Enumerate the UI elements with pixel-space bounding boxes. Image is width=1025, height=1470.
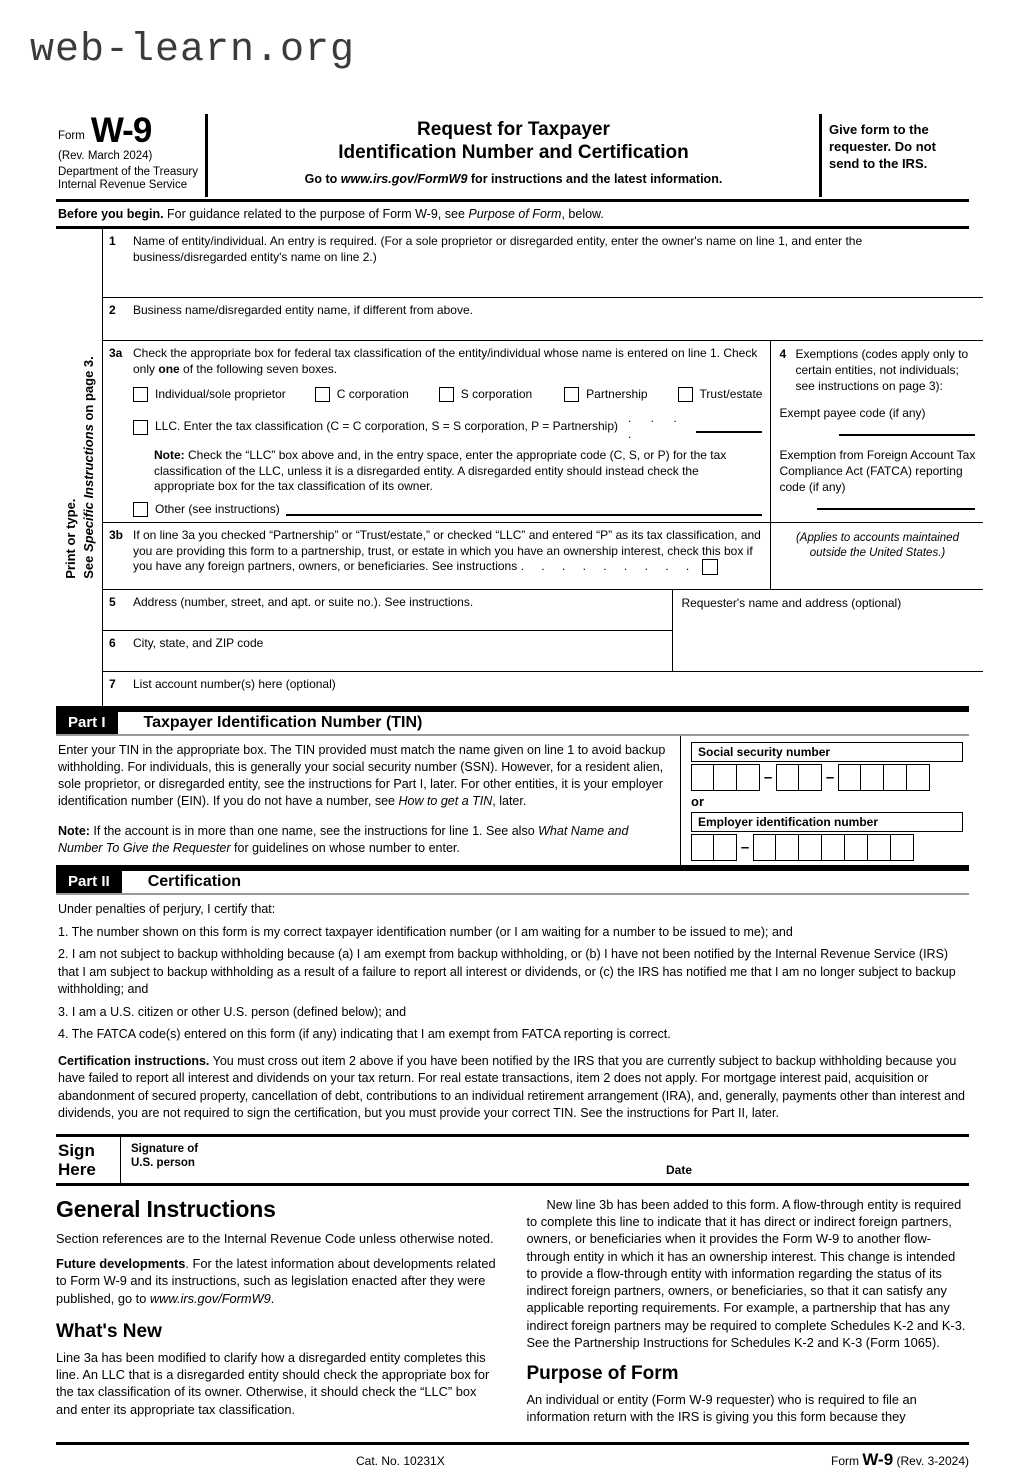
line-3b-row xyxy=(103,522,983,589)
whats-new-paragraph-2: New line 3b has been added to this form. A flow-through entity is required to complete this line to indicate that it has direct or indirect foreign partners, owners, or beneficiaries when it provides the Form W-9 to another flow-through entity in which it has an ownership interest. This change is intended to provide a flow-through entity with information regarding the status of its indirect foreign partners, owners, or beneficiaries, so that it can satisfy any applicable reporting requirements. For example, a partnership that has any indirect foreign partners may be required to complete Schedules K-2 and K-3. See the Partnership Instructions for Schedules K-2 and K-3 (Form 1065). xyxy=(526,1196,966,1350)
form-number: W-9 xyxy=(90,111,152,150)
give-form-line-3: send to the IRS. xyxy=(829,155,928,171)
give-form-line-2: requester. Do not xyxy=(829,138,936,154)
ein-cell[interactable] xyxy=(714,834,737,861)
line-3a-text-b: of the following seven boxes. xyxy=(179,361,338,376)
ein-cell[interactable] xyxy=(845,834,868,861)
sign-here-label xyxy=(56,1137,121,1183)
form-title-line-2: Identification Number and Certification xyxy=(338,142,689,164)
signature-fields[interactable] xyxy=(121,1137,969,1183)
footer-form-reference xyxy=(831,1450,969,1470)
part-1-paragraph-1 xyxy=(58,742,670,811)
or-separator: or xyxy=(691,793,704,809)
form-revision-date: (Rev. March 2024) xyxy=(58,149,153,162)
sidebar-page-suffix: on page 3. xyxy=(80,356,96,424)
footer-revision: (Rev. 3-2024) xyxy=(896,1453,969,1468)
ein-group-1[interactable] xyxy=(691,834,737,861)
line-3a-and-box-4 xyxy=(103,341,983,522)
sidebar-specific-instructions-italic: Specific Instructions xyxy=(80,423,96,552)
future-developments-label: Future developments xyxy=(56,1256,186,1271)
other-label: Other (see instructions) xyxy=(155,501,280,516)
footer-form-word: Form xyxy=(831,1453,859,1468)
sign-here-line-1: Sign xyxy=(58,1140,95,1160)
checkbox-foreign-partners[interactable] xyxy=(702,559,718,575)
checkbox-icon[interactable] xyxy=(439,387,454,402)
line-1-label: Name of entity/individual. An entry is required. (For a sole proprietor or disregarded entity, enter the owner's name on line 1, and enter the business/disregarded entity's name on line 2.) xyxy=(133,233,863,264)
form-word-label: Form xyxy=(58,130,85,143)
checkbox-other-row[interactable] xyxy=(133,502,762,518)
line-2-number: 2 xyxy=(109,302,116,317)
sidebar-print-or-type: Print or type. xyxy=(62,498,78,579)
sign-here-line-2: Here xyxy=(58,1159,96,1179)
site-watermark: web-learn.org xyxy=(30,28,356,73)
field-line-7[interactable] xyxy=(103,671,983,706)
sidebar-vertical-text xyxy=(63,356,96,579)
checkbox-label: Individual/sole proprietor xyxy=(155,386,286,401)
give-form-line-1: Give form to the xyxy=(829,122,929,137)
line-3b-text: If on line 3a you checked “Partnership” or “Trust/estate,” or checked “LLC” and entered “P” as its tax classification, and you are providing this form to a partnership, trust, or estate in which you have an ownership interest, check this box if you have any foreign partners, owners, or beneficiaries. See instructions xyxy=(133,527,761,574)
irs-url[interactable]: www.irs.gov/FormW9 xyxy=(340,172,468,187)
before-you-begin-note xyxy=(56,202,969,229)
part-1-note xyxy=(58,823,670,858)
certification-instructions-text: You must cross out item 2 above if you have been notified by the IRS that you are currently subject to backup withholding because you have failed to report all interest and dividends on your tax return. For real estate transactions, item 2 does not apply. For mortgage interest paid, acquisition or abandonment of secured property, cancellation of debt, contributions to an individual retirement arrangement (IRA), and, generally, payments other than interest and dividends, you are not required to sign the certification, but you must provide your correct TIN. See the instructions for Part II, later. xyxy=(58,1053,966,1121)
line-6-label: City, state, and ZIP code xyxy=(133,635,264,650)
instructions-left-column xyxy=(56,1196,499,1434)
how-to-get-a-tin-ref: How to get a TIN xyxy=(398,794,493,809)
certification-item-1: 1. The number shown on this form is my correct taxpayer identification number (or I am waiting for a number to be issued to me); and xyxy=(58,924,793,939)
ein-cell[interactable] xyxy=(868,834,891,861)
ssn-dash-2: – xyxy=(825,768,835,786)
purpose-of-form-heading: Purpose of Form xyxy=(526,1363,679,1385)
before-you-begin-tail: , below. xyxy=(561,206,604,221)
line-3a-column xyxy=(103,341,771,522)
field-line-2[interactable] xyxy=(103,298,983,341)
general-instructions-heading: General Instructions xyxy=(56,1195,276,1222)
part-1-note-b: for guidelines on whose number to enter. xyxy=(230,840,460,855)
checkbox-individual-sole-proprietor[interactable] xyxy=(133,387,286,403)
sidebar-specific-instructions xyxy=(81,356,96,579)
checkbox-partnership[interactable] xyxy=(564,387,647,403)
future-developments-url[interactable]: www.irs.gov/FormW9 xyxy=(149,1290,271,1306)
ein-input-row[interactable] xyxy=(691,834,963,861)
instructions-section xyxy=(56,1186,969,1434)
whats-new-paragraph-1: Line 3a has been modified to clarify how a disregarded entity completes this line. An LLC that is a disregarded entity should check the appropriate box for the tax classification of its owner. Otherwise, it should check the “LLC” box and enter its appropriate tax classification. xyxy=(56,1349,490,1417)
checkbox-icon[interactable] xyxy=(133,502,148,517)
ssn-cell[interactable] xyxy=(861,764,884,791)
signature-label-line-1: Signature of xyxy=(131,1142,199,1155)
checkbox-icon[interactable] xyxy=(678,387,693,402)
issuing-agency xyxy=(58,166,208,193)
box-4-exemptions xyxy=(771,341,983,522)
llc-label: LLC. Enter the tax classification (C = C corporation, S = S corporation, P = Partnership) xyxy=(155,419,619,434)
part-1-instructions xyxy=(56,736,681,866)
line-3a-bold-one: one xyxy=(158,361,180,376)
ssn-dash-1: – xyxy=(763,768,773,786)
field-line-3a xyxy=(103,341,770,522)
ein-label: Employer identification number xyxy=(691,812,963,832)
catalog-number: Cat. No. 10231X xyxy=(356,1453,445,1468)
ssn-cell[interactable] xyxy=(737,764,760,791)
goto-suffix: for instructions and the latest information. xyxy=(467,172,723,187)
certification-intro: Under penalties of perjury, I certify that: xyxy=(58,902,276,917)
checkbox-icon[interactable] xyxy=(133,387,148,402)
future-developments-text-b: . xyxy=(270,1290,275,1306)
line-7-label: List account number(s) here (optional) xyxy=(133,676,336,691)
tax-classification-checkbox-row xyxy=(133,387,762,403)
checkbox-icon[interactable] xyxy=(315,387,330,402)
fatca-code-field[interactable] xyxy=(779,448,975,509)
ein-group-2[interactable] xyxy=(753,834,914,861)
ssn-cell[interactable] xyxy=(691,764,714,791)
ssn-label: Social security number xyxy=(691,742,963,762)
what-name-number-ref: What Name and Number To Give the Requester xyxy=(58,823,629,855)
field-line-6[interactable] xyxy=(103,631,672,671)
part-2-header-bar xyxy=(56,868,969,895)
llc-note xyxy=(154,448,762,495)
ssn-cell[interactable] xyxy=(907,764,930,791)
requester-label: Requester's name and address (optional) xyxy=(681,595,902,610)
line-3a-number: 3a xyxy=(109,345,123,360)
checkbox-llc-row[interactable] xyxy=(133,411,762,443)
part-1-header-bar xyxy=(56,709,969,736)
ein-cell[interactable] xyxy=(776,834,799,861)
part-2-title: Certification xyxy=(147,873,242,891)
box-4-title: Exemptions (codes apply only to certain entities, not individuals; see instructions on page 3): xyxy=(795,346,969,393)
form-footer xyxy=(56,1445,969,1470)
ssn-group-1[interactable] xyxy=(691,764,760,791)
checkbox-label: Trust/estate xyxy=(699,386,763,401)
field-line-1[interactable] xyxy=(103,229,983,298)
checkbox-label: C corporation xyxy=(336,386,409,401)
ein-dash: – xyxy=(740,838,750,856)
line-5-label: Address (number, street, and apt. or suite no.). See instructions. xyxy=(133,594,474,609)
address-and-requester-block xyxy=(103,589,983,671)
part-1-note-label: Note: xyxy=(58,823,90,838)
irs-website-instruction xyxy=(214,172,813,186)
line-3b-number: 3b xyxy=(109,527,124,542)
ssn-cell[interactable] xyxy=(884,764,907,791)
purpose-of-form-ref: Purpose of Form xyxy=(468,206,562,221)
checkbox-label: Partnership xyxy=(586,386,648,401)
checkbox-c-corporation[interactable] xyxy=(315,387,409,403)
checkbox-trust-estate[interactable] xyxy=(678,387,763,403)
signature-label-line-2: U.S. person xyxy=(131,1157,195,1170)
exempt-payee-code-input[interactable] xyxy=(839,424,975,436)
other-text-input[interactable] xyxy=(286,503,763,516)
certification-item-3: 3. I am a U.S. citizen or other U.S. person (defined below); and xyxy=(58,1004,407,1019)
exempt-payee-code-label: Exempt payee code (if any) xyxy=(779,406,926,421)
ssn-cell[interactable] xyxy=(838,764,861,791)
form-title-line-1: Request for Taxpayer xyxy=(417,119,610,140)
llc-dot-leaders: . . . . xyxy=(628,411,685,442)
dept-line-2: Internal Revenue Service xyxy=(58,179,188,192)
fatca-code-input[interactable] xyxy=(817,498,975,510)
line-6-number: 6 xyxy=(109,635,116,650)
line-2-label: Business name/disregarded entity name, if different from above. xyxy=(133,302,473,317)
fatca-code-label: Exemption from Foreign Account Tax Compliance Act (FATCA) reporting code (if any) xyxy=(779,448,976,494)
future-developments-paragraph xyxy=(56,1255,499,1307)
checkbox-label: S corporation xyxy=(460,386,533,401)
form-body xyxy=(56,229,976,709)
before-you-begin-label: Before you begin. xyxy=(58,206,164,221)
llc-note-label: Note: xyxy=(154,448,185,463)
applies-line-2: outside the United States.) xyxy=(809,546,946,559)
line-3a-text-a: Check the appropriate box for federal tax classification of the entity/individual whose name is entered on line 1. Check only xyxy=(133,345,758,376)
ssn-cell[interactable] xyxy=(776,764,799,791)
part-1-para-a: Enter your TIN in the appropriate box. The TIN provided must match the name given on line 1 to avoid backup withholding. For individuals, this is generally your social security number (SSN). However, for a resident alien, sole proprietor, or disregarded entity, see the instructions for Part I, later. For other entities, it is your employer identification number (EIN). If you do not have a number, see xyxy=(58,742,666,809)
box-4-applies-note xyxy=(771,523,983,589)
sidebar-see-prefix: See xyxy=(80,551,96,579)
exempt-payee-code-field[interactable] xyxy=(779,406,975,436)
goto-prefix: Go to xyxy=(304,172,341,187)
ssn-input-row[interactable] xyxy=(691,764,963,791)
ein-cell[interactable] xyxy=(891,834,914,861)
ssn-cell[interactable] xyxy=(714,764,737,791)
checkbox-icon[interactable] xyxy=(133,420,148,435)
ein-cell[interactable] xyxy=(691,834,714,861)
llc-code-input[interactable] xyxy=(696,422,763,433)
before-you-begin-text: For guidance related to the purpose of Form W-9, see xyxy=(163,206,469,221)
line-1-number: 1 xyxy=(109,233,116,248)
line-5-number: 5 xyxy=(109,594,116,609)
part-2-tag: Part II xyxy=(56,871,122,893)
future-developments-text-a: . For the latest information about developments related to Form W-9 and its instructions, such as legislation enacted after they were published, go to xyxy=(56,1256,496,1306)
certification-instructions xyxy=(58,1053,967,1123)
certification-item-2: 2. I am not subject to backup withholding because (a) I am exempt from backup withholding, or (b) I have not been notified by the Internal Revenue Service (IRS) that I am subject to backup withholding as a result of a failure to report all interest or dividends, or (c) the IRS has notified me that I am no longer subject to backup withholding; and xyxy=(58,947,956,997)
field-line-3b[interactable] xyxy=(103,523,771,589)
part-1-body xyxy=(56,736,969,869)
signature-of-label xyxy=(131,1142,198,1178)
section-references-paragraph: Section references are to the Internal Revenue Code unless otherwise noted. xyxy=(56,1230,494,1246)
field-line-5[interactable] xyxy=(103,590,672,631)
box-4-number: 4 xyxy=(779,346,787,361)
header-form-identity xyxy=(56,112,208,199)
checkbox-icon[interactable] xyxy=(564,387,579,402)
ein-cell[interactable] xyxy=(822,834,845,861)
requester-name-address-field[interactable] xyxy=(673,590,983,671)
print-or-type-sidebar xyxy=(56,229,102,706)
header-give-form-notice xyxy=(819,112,969,199)
certification-instructions-label: Certification instructions. xyxy=(58,1053,210,1068)
line-3b-dot-leaders: . . . . . . . . . xyxy=(520,559,697,574)
header-title-block xyxy=(208,112,819,199)
part-1-note-a: If the account is in more than one name, see the instructions for line 1. See also xyxy=(89,823,539,838)
llc-note-text: Check the “LLC” box above and, in the entry space, enter the appropriate code (C, S, or P) for the tax classification of the LLC, unless it is a disregarded entity. A disregarded entity should instead check the appropriate box for the tax classification of its owner. xyxy=(154,448,727,494)
dept-line-1: Department of the Treasury xyxy=(58,165,198,178)
whats-new-heading: What's New xyxy=(56,1320,162,1342)
part-2-body xyxy=(56,895,969,1127)
ein-cell[interactable] xyxy=(753,834,776,861)
part-1-tag: Part I xyxy=(56,712,118,734)
address-column xyxy=(103,590,673,671)
form-header xyxy=(56,112,969,202)
line-7-number: 7 xyxy=(109,676,116,691)
date-label: Date xyxy=(666,1162,693,1177)
purpose-of-form-paragraph: An individual or entity (Form W-9 requester) who is required to file an information return with the IRS is giving you this form because they xyxy=(526,1392,917,1425)
ssn-group-2[interactable] xyxy=(776,764,822,791)
footer-form-number: W-9 xyxy=(862,1449,894,1469)
checkbox-s-corporation[interactable] xyxy=(439,387,532,403)
form-sheet xyxy=(56,111,976,1470)
part-1-title: Taxpayer Identification Number (TIN) xyxy=(143,713,423,731)
instructions-right-column xyxy=(527,1196,970,1434)
tin-entry-boxes xyxy=(681,736,969,866)
ssn-cell[interactable] xyxy=(799,764,822,791)
signature-block xyxy=(56,1134,969,1186)
part-1-para-b: , later. xyxy=(492,794,527,809)
applies-line-1: (Applies to accounts maintained xyxy=(795,531,959,544)
ssn-group-3[interactable] xyxy=(838,764,930,791)
form-fields-column xyxy=(102,229,983,706)
certification-item-4: 4. The FATCA code(s) entered on this form (if any) indicating that I am exempt from FATCA reporting is correct. xyxy=(58,1027,671,1042)
ein-cell[interactable] xyxy=(799,834,822,861)
